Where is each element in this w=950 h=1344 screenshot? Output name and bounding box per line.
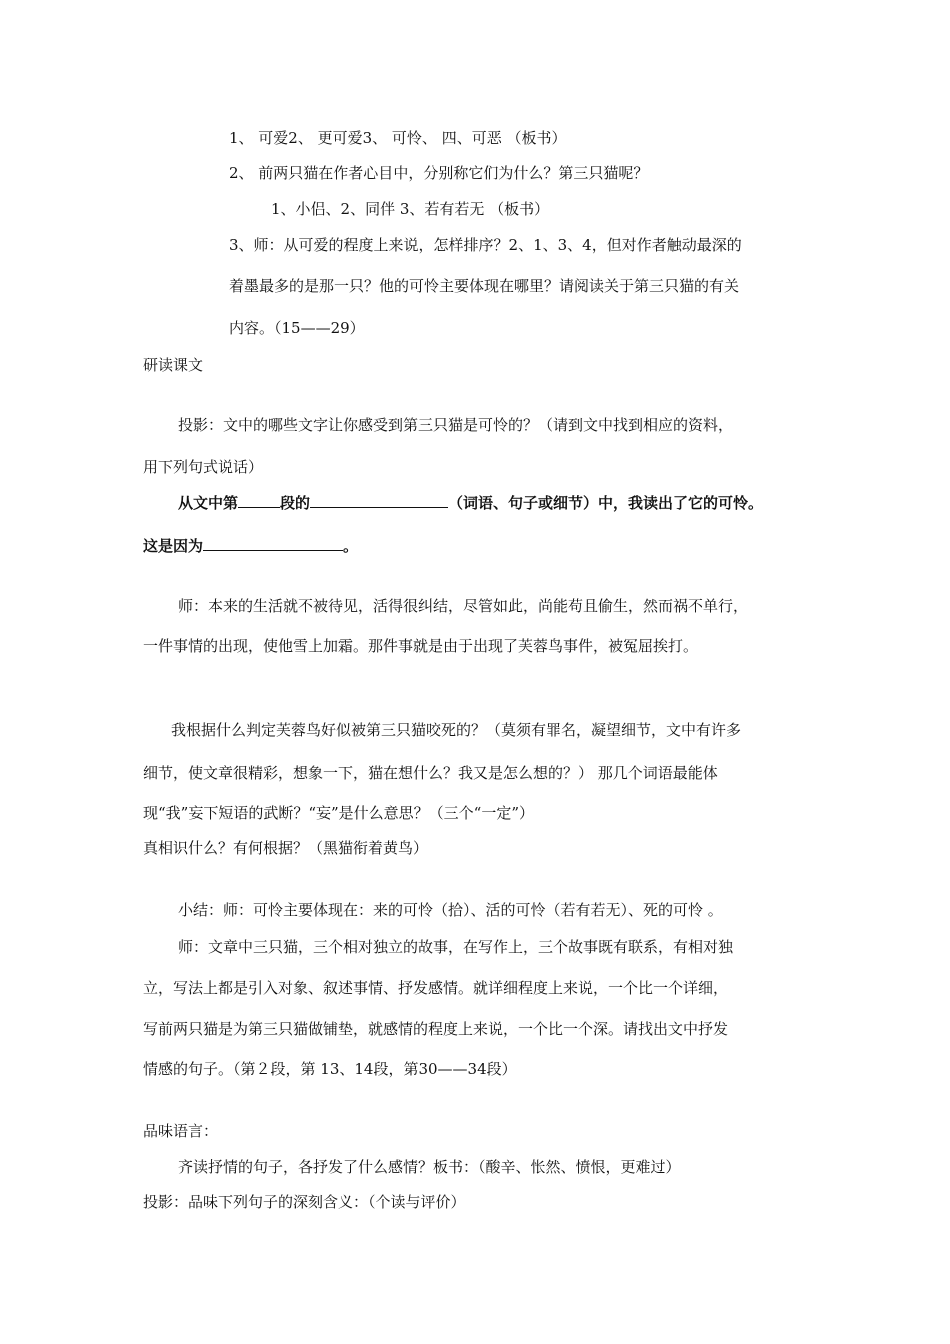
truth-question: 真相识什么？有何根据？（黑猫衔着黄鸟） — [143, 839, 429, 857]
bird-question-line-2: 细节，使文章很精彩，想象一下，猫在想什么？我又是怎么想的？） 那几个词语最能体 — [143, 764, 718, 782]
bird-question-line-3: 现“我”妄下短语的武断？“妄”是什么意思？（三个“一定”） — [143, 804, 535, 822]
blank-paragraph-number — [238, 492, 280, 508]
pattern-text-3: （词语、句子或细节）中，我读出了它的可怜。 — [448, 494, 764, 512]
pattern-text-5: 。 — [343, 537, 359, 555]
summary: 小结：师：可怜主要体现在：来的可怜（拾）、活的可怜（若有若无）、死的可怜 。 — [178, 901, 723, 919]
pattern-text-2: 段的 — [280, 494, 311, 512]
blank-words — [310, 492, 448, 508]
sentence-pattern-line-1 — [178, 492, 763, 513]
pattern-text-4: 这是因为 — [143, 537, 204, 555]
bird-question-line-1: 我根据什么判定芙蓉鸟好似被第三只猫咬死的？（莫须有罪名，凝望细节，文中有许多 — [171, 721, 742, 739]
teacher-note-line-1: 师：本来的生活就不被待见，活得很纠结，尽管如此，尚能苟且偷生，然而祸不单行， — [178, 597, 749, 615]
question-3-line-1: 3、师：从可爱的程度上来说，怎样排序？2、1、3、4，但对作者触动最深的 — [229, 236, 742, 254]
read-aloud-task: 齐读抒情的句子，各抒发了什么感情？板书：（酸辛、怅然、愤恨，更难过） — [178, 1158, 681, 1176]
teacher-note-line-2: 一件事情的出现，使他雪上加霜。那件事就是由于出现了芙蓉鸟事件，被冤屈挨打。 — [143, 637, 699, 655]
question-3-line-2: 着墨最多的是那一只？他的可怜主要体现在哪里？请阅读关于第三只猫的有关 — [229, 277, 740, 295]
board-item-2: 1、小侣、2、同伴 3、若有若无 （板书） — [271, 200, 550, 218]
projection-prompt-line-1: 投影：文中的哪些文字让你感受到第三只猫是可怜的？（请到文中找到相应的资料， — [178, 416, 734, 434]
sentence-pattern-line-2 — [143, 535, 358, 556]
projection-sentences: 投影：品味下列句子的深刻含义：（个读与评价） — [143, 1193, 466, 1211]
question-2: 2、 前两只猫在作者心目中，分别称它们为什么？第三只猫呢？ — [229, 164, 649, 182]
question-3-line-3: 内容。（15——29） — [229, 319, 365, 337]
teacher-analysis-line-3: 写前两只猫是为第三只猫做铺垫，就感情的程度上来说，一个比一个深。请找出文中抒发 — [143, 1020, 729, 1038]
teacher-analysis-line-1: 师：文章中三只猫，三个相对独立的故事，在写作上，三个故事既有联系，有相对独 — [178, 938, 734, 956]
board-item-1: 1、 可爱2、 更可爱3、 可怜、 四、可恶 （板书） — [229, 129, 567, 147]
blank-reason — [203, 535, 343, 551]
projection-prompt-line-2: 用下列句式说话） — [143, 458, 264, 476]
section-heading-language: 品味语言： — [143, 1122, 219, 1140]
teacher-analysis-line-4: 情感的句子。（第２段，第 13、14段，第30——34段） — [143, 1060, 517, 1078]
pattern-text-1: 从文中第 — [178, 494, 239, 512]
teacher-analysis-line-2: 立，写法上都是引入对象、叙述事情、抒发感情。就详细程度上来说，一个比一个详细， — [143, 979, 729, 997]
section-heading-study: 研读课文 — [143, 356, 204, 374]
